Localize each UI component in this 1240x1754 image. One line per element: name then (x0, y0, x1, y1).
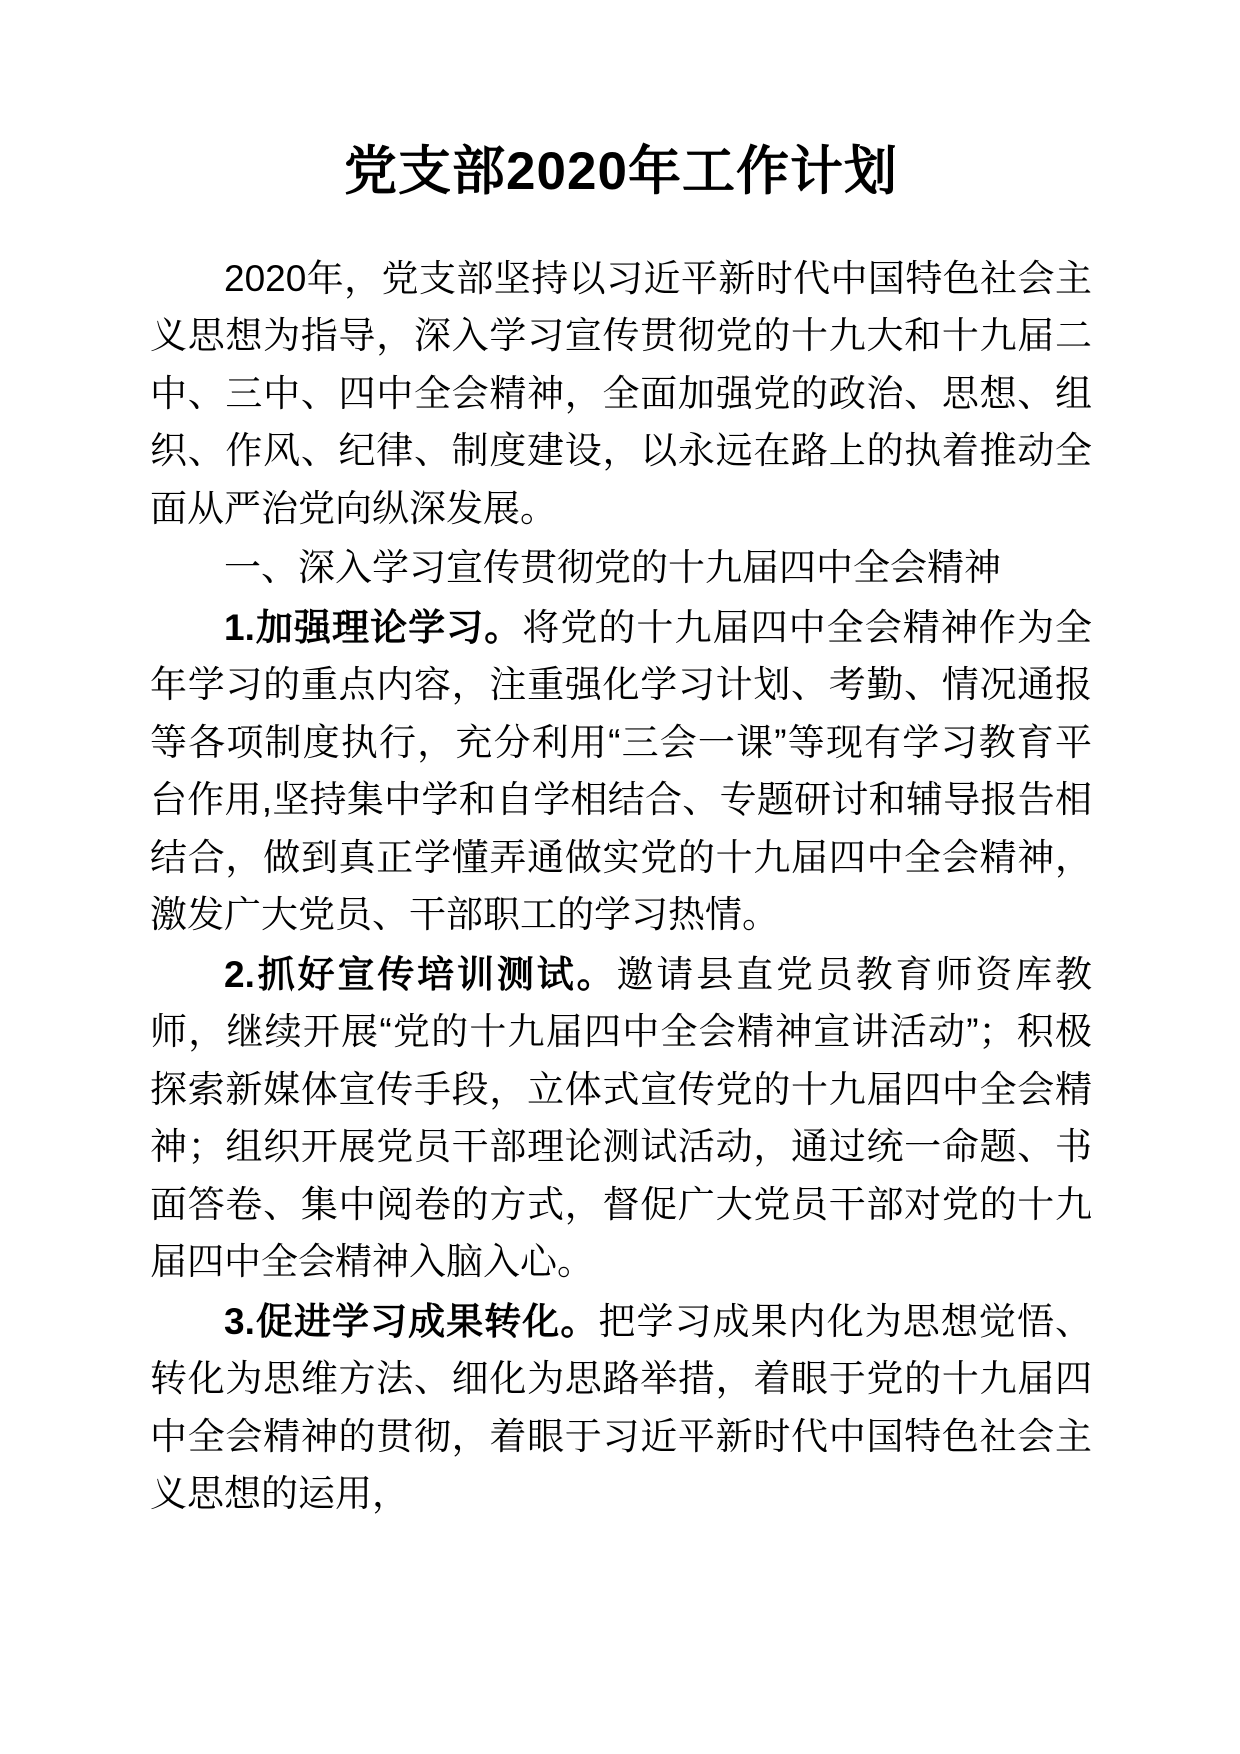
paragraph-text: 将党的十九届四中全会精神作为全年学习的重点内容，注重强化学习计划、考勤、情况通报等各项制度执行，充分利用“三会一课”等现有学习教育平台作用,坚持集中学和自学相结合、专题研讨和辅导报告相结合，做到真正学懂弄通做实党的十九届四中全会精神，激发广大党员、干部职工的学习热情。 (150, 606, 1093, 936)
page-title: 党支部2020年工作计划 (344, 142, 898, 201)
paragraph-item-2 (150, 946, 1092, 1291)
item-lead-label: 2.抓好宣传培训测试。 (224, 953, 617, 995)
item-lead-label: 1.加强理论学习。 (224, 606, 523, 648)
paragraph-text: 邀请县直党员教育师资库教师，继续开展“党的十九届四中全会精神宣讲活动”；积极探索新媒体宣传手段，立体式宣传党的十九届四中全会精神；组织开展党员干部理论测试活动，通过统一命题、书面答卷、集中阅卷的方式，督促广大党员干部对党的十九届四中全会精神入脑入心。 (150, 953, 1093, 1283)
paragraph-text: 2020年，党支部坚持以习近平新时代中国特色社会主义思想为指导，深入学习宣传贯彻党的十九大和十九届二中、三中、四中全会精神，全面加强党的政治、思想、组织、作风、纪律、制度建设，以永远在路上的执着推动全面从严治党向纵深发展。 (150, 257, 1092, 529)
item-lead-label: 3.促进学习成果转化。 (224, 1300, 599, 1342)
paragraph-text: 一、深入学习宣传贯彻党的十九届四中全会精神 (224, 547, 1001, 589)
paragraph-text: 把学习成果内化为思想觉悟、转化为思维方法、细化为思路举措，着眼于党的十九届四中全会精神的贯彻，着眼于习近平新时代中国特色社会主义思想的运用， (150, 1300, 1093, 1515)
paragraph-item-1 (150, 599, 1092, 944)
paragraph-item-3 (150, 1293, 1092, 1523)
page-content (150, 0, 1092, 1523)
section-heading-one (150, 539, 1092, 597)
paragraph-intro (150, 250, 1092, 538)
document-body (150, 250, 1092, 1523)
